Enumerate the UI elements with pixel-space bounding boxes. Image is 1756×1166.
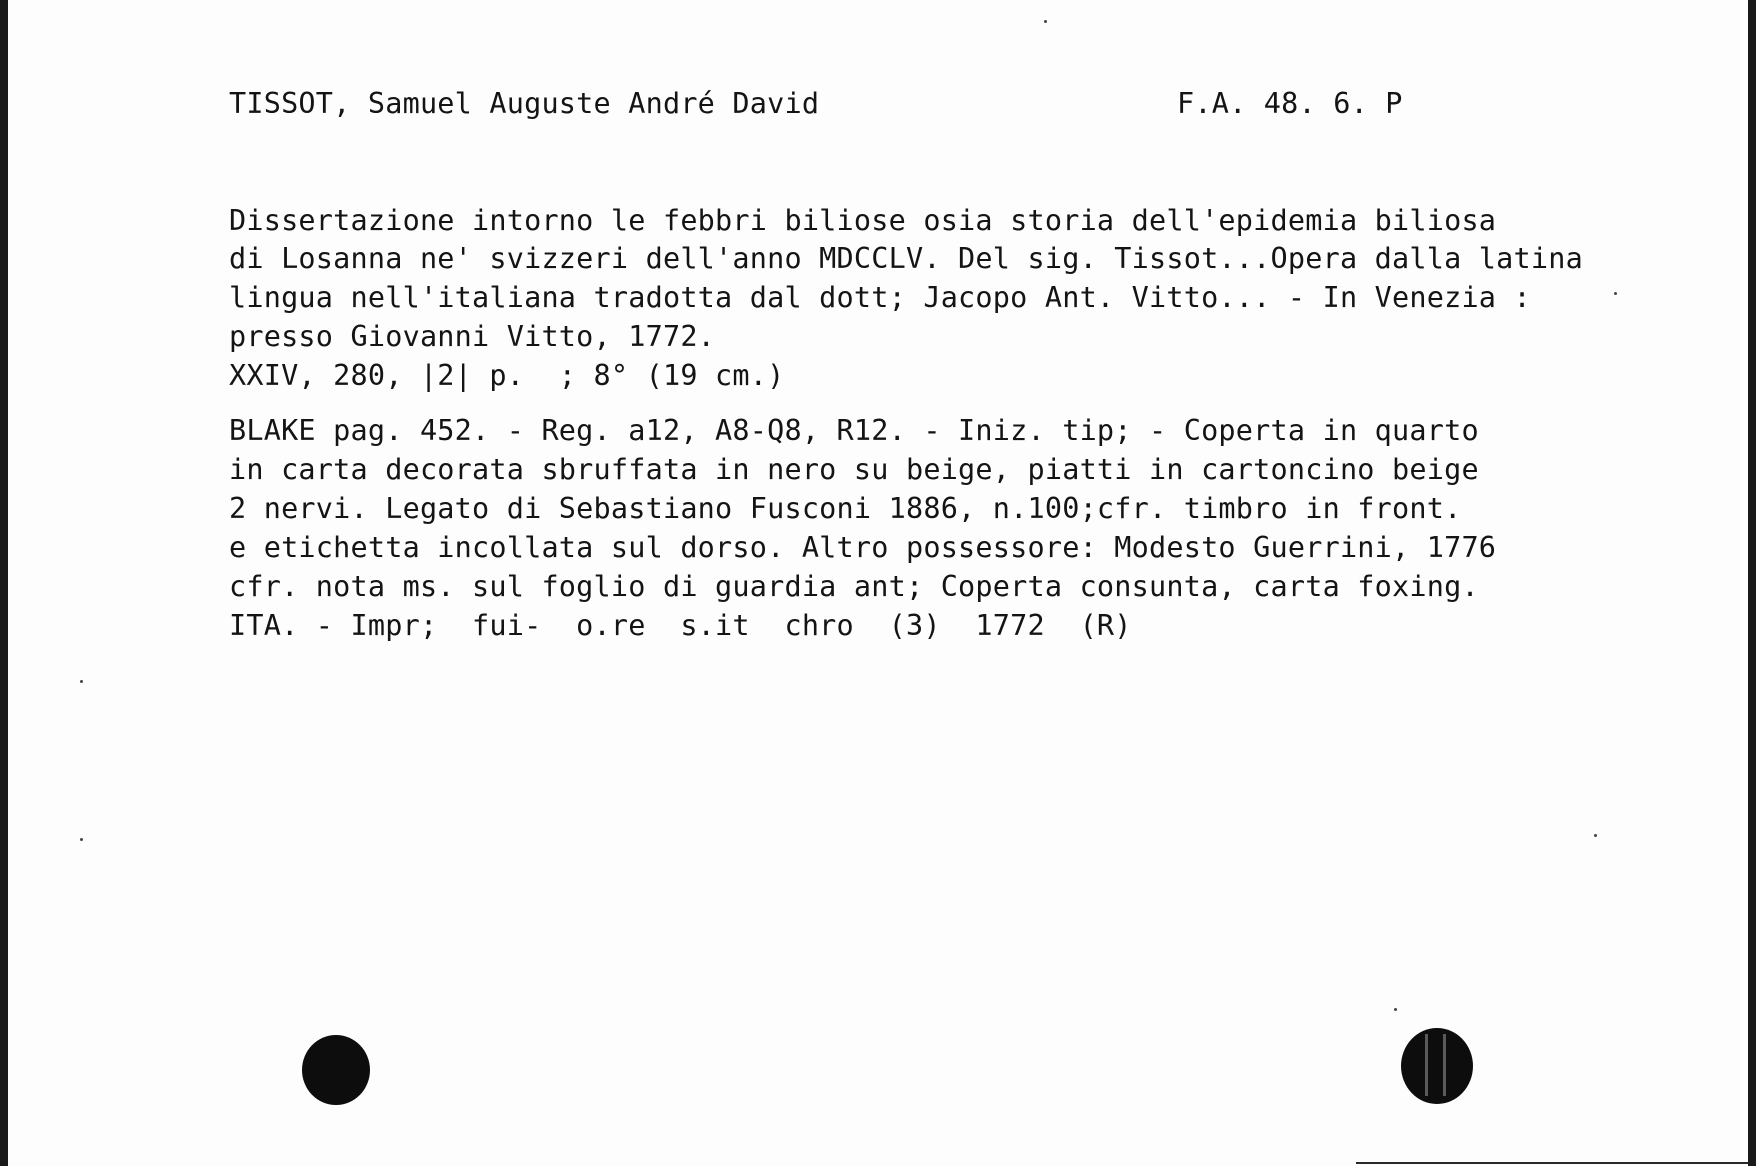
speck <box>80 680 83 683</box>
notes-line: BLAKE pag. 452. - Reg. a12, A8-Q8, R12. - Iniz. tip; - Coperta in quarto <box>229 414 1479 447</box>
fingerprint-line: ITA. - Impr; fui- o.re s.it chro (3) 1772 (R) <box>229 609 1132 642</box>
speck <box>1594 834 1597 837</box>
notes-line: e etichetta incollata sul dorso. Altro possessore: Modesto Guerrini, 1776 <box>229 531 1497 564</box>
card-right-edge <box>1748 0 1756 1166</box>
speck <box>1394 1008 1397 1011</box>
shelfmark: F.A. 48. 6. P <box>1177 87 1403 120</box>
card-left-edge <box>0 0 8 1166</box>
author-heading: TISSOT, Samuel Auguste André David <box>229 87 820 120</box>
notes-line: 2 nervi. Legato di Sebastiano Fusconi 1886, n.100;cfr. timbro in front. <box>229 492 1462 525</box>
speck <box>1044 20 1047 23</box>
punch-hole-left <box>302 1035 370 1105</box>
collation-line: XXIV, 280, |2| p. ; 8° (19 cm.) <box>229 359 785 392</box>
notes-line: in carta decorata sbruffata in nero su beige, piatti in cartoncino beige <box>229 453 1479 486</box>
description-line: lingua nell'italiana tradotta dal dott; Jacopo Ant. Vitto... - In Venezia : <box>229 281 1531 314</box>
description-line: presso Giovanni Vitto, 1772. <box>229 320 716 353</box>
description-line: di Losanna ne' svizzeri dell'anno MDCCLV. Del sig. Tissot...Opera dalla latina <box>229 242 1583 275</box>
description-line: Dissertazione intorno le febbri biliose osia storia dell'epidemia biliosa <box>229 204 1497 237</box>
speck <box>1614 292 1617 295</box>
punch-hole-right <box>1401 1028 1473 1104</box>
speck <box>80 838 83 841</box>
notes-line: cfr. nota ms. sul foglio di guardia ant; Coperta consunta, carta foxing. <box>229 570 1479 603</box>
bottom-rule <box>1356 1162 1748 1164</box>
